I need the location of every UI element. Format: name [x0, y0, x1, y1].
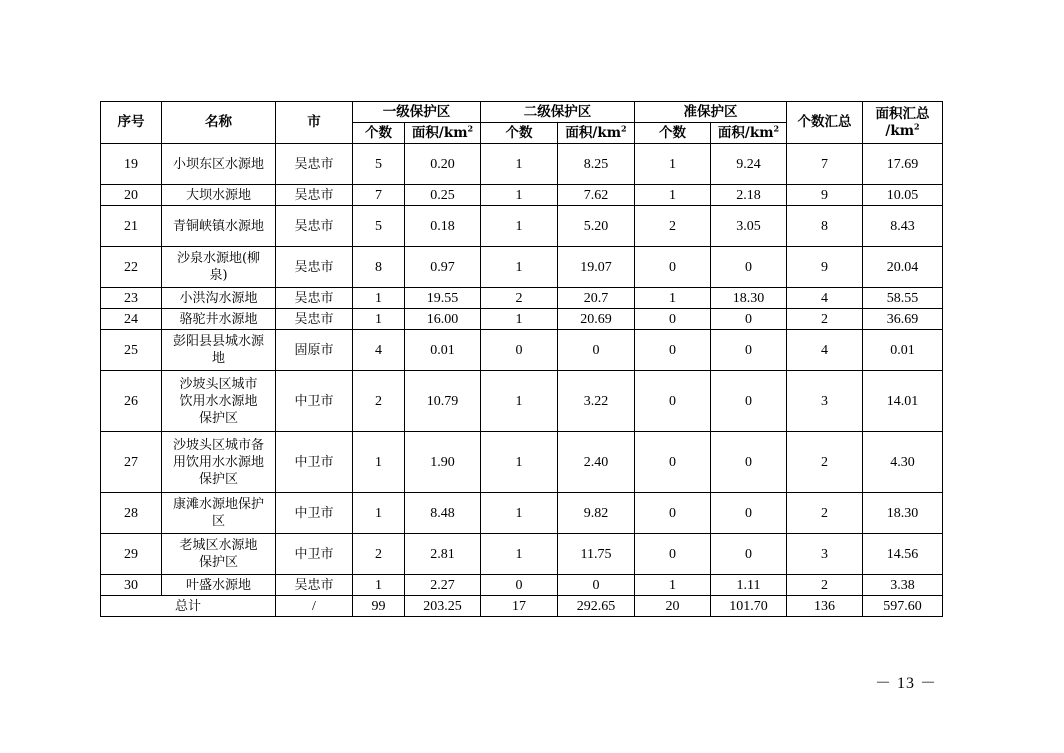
cell-at: 58.55: [863, 288, 943, 309]
cell-name: 彭阳县县城水源地: [162, 330, 276, 371]
total-city: /: [276, 596, 353, 617]
total-a2: 292.65: [558, 596, 635, 617]
cell-c1: 5: [353, 206, 405, 247]
cell-a2: 3.22: [558, 371, 635, 432]
cell-c3: 0: [635, 534, 711, 575]
cell-at: 14.01: [863, 371, 943, 432]
cell-ct: 4: [787, 288, 863, 309]
cell-c3: 1: [635, 575, 711, 596]
cell-ct: 2: [787, 432, 863, 493]
cell-c3: 2: [635, 206, 711, 247]
table-row: [101, 493, 943, 534]
cell-c1: 8: [353, 247, 405, 288]
cell-a1: 0.18: [405, 206, 481, 247]
cell-a3: 2.18: [711, 185, 787, 206]
cell-ct: 2: [787, 575, 863, 596]
cell-a3: 0: [711, 432, 787, 493]
table-row: [101, 330, 943, 371]
cell-city: 吴忠市: [276, 206, 353, 247]
cell-city: 中卫市: [276, 493, 353, 534]
cell-c3: 0: [635, 309, 711, 330]
cell-city: 中卫市: [276, 371, 353, 432]
cell-seq: 24: [101, 309, 162, 330]
cell-a2: 5.20: [558, 206, 635, 247]
cell-a3: 3.05: [711, 206, 787, 247]
total-row: [101, 596, 943, 617]
cell-seq: 20: [101, 185, 162, 206]
cell-c2: 1: [481, 493, 558, 534]
cell-a1: 19.55: [405, 288, 481, 309]
cell-seq: 28: [101, 493, 162, 534]
subheader-area-3: 面积$/km^2$: [711, 123, 787, 144]
cell-ct: 8: [787, 206, 863, 247]
cell-a3: 0: [711, 309, 787, 330]
total-ct: 136: [787, 596, 863, 617]
cell-a2: 2.40: [558, 432, 635, 493]
cell-ct: 3: [787, 371, 863, 432]
subheader-count-2: 个数: [481, 123, 558, 144]
cell-a3: 0: [711, 247, 787, 288]
cell-name: 小坝东区水源地: [162, 144, 276, 185]
cell-city: 吴忠市: [276, 309, 353, 330]
cell-ct: 9: [787, 247, 863, 288]
cell-name: 叶盛水源地: [162, 575, 276, 596]
cell-name: 康滩水源地保护区: [162, 493, 276, 534]
cell-a2: 7.62: [558, 185, 635, 206]
cell-c3: 1: [635, 288, 711, 309]
cell-a3: 18.30: [711, 288, 787, 309]
table-row: [101, 288, 943, 309]
cell-a3: 0: [711, 534, 787, 575]
cell-a3: 9.24: [711, 144, 787, 185]
cell-a1: 1.90: [405, 432, 481, 493]
cell-seq: 19: [101, 144, 162, 185]
cell-a1: 2.27: [405, 575, 481, 596]
cell-name: 沙坡头区城市饮用水水源地保护区: [162, 371, 276, 432]
cell-c2: 0: [481, 330, 558, 371]
cell-at: 20.04: [863, 247, 943, 288]
cell-city: 中卫市: [276, 432, 353, 493]
cell-c1: 5: [353, 144, 405, 185]
cell-c1: 1: [353, 309, 405, 330]
cell-at: 17.69: [863, 144, 943, 185]
cell-c2: 2: [481, 288, 558, 309]
subheader-area-2: 面积$/km^2$: [558, 123, 635, 144]
cell-a3: 0: [711, 330, 787, 371]
protection-area-table: [100, 101, 943, 617]
cell-ct: 7: [787, 144, 863, 185]
cell-name: 沙坡头区城市备用饮用水水源地保护区: [162, 432, 276, 493]
table-row: [101, 309, 943, 330]
cell-city: 中卫市: [276, 534, 353, 575]
total-c2: 17: [481, 596, 558, 617]
cell-c1: 2: [353, 371, 405, 432]
cell-name: 小洪沟水源地: [162, 288, 276, 309]
cell-at: 18.30: [863, 493, 943, 534]
cell-a2: 19.07: [558, 247, 635, 288]
cell-c2: 0: [481, 575, 558, 596]
cell-name: 骆驼井水源地: [162, 309, 276, 330]
cell-a1: 8.48: [405, 493, 481, 534]
cell-a1: 0.25: [405, 185, 481, 206]
subheader-count-1: 个数: [353, 123, 405, 144]
cell-ct: 3: [787, 534, 863, 575]
cell-a1: 16.00: [405, 309, 481, 330]
table-row: [101, 144, 943, 185]
cell-seq: 22: [101, 247, 162, 288]
total-c1: 99: [353, 596, 405, 617]
cell-a2: 11.75: [558, 534, 635, 575]
table-body: [101, 144, 943, 617]
cell-a1: 2.81: [405, 534, 481, 575]
cell-a1: 0.20: [405, 144, 481, 185]
cell-at: 0.01: [863, 330, 943, 371]
cell-name: 青铜峡镇水源地: [162, 206, 276, 247]
cell-ct: 9: [787, 185, 863, 206]
table-row: [101, 206, 943, 247]
cell-ct: 2: [787, 309, 863, 330]
cell-c1: 1: [353, 575, 405, 596]
cell-name: 沙泉水源地(柳泉): [162, 247, 276, 288]
cell-seq: 23: [101, 288, 162, 309]
total-label: 总计: [101, 596, 276, 617]
cell-a1: 10.79: [405, 371, 481, 432]
cell-at: 10.05: [863, 185, 943, 206]
cell-a3: 0: [711, 493, 787, 534]
cell-seq: 30: [101, 575, 162, 596]
table-row: [101, 371, 943, 432]
header-count-total: 个数汇总: [787, 102, 863, 144]
cell-a3: 0: [711, 371, 787, 432]
cell-city: 吴忠市: [276, 247, 353, 288]
cell-c2: 1: [481, 371, 558, 432]
cell-at: 4.30: [863, 432, 943, 493]
cell-c3: 0: [635, 432, 711, 493]
header-level2: 二级保护区: [481, 102, 635, 123]
cell-ct: 2: [787, 493, 863, 534]
cell-city: 吴忠市: [276, 288, 353, 309]
cell-c2: 1: [481, 144, 558, 185]
cell-c1: 7: [353, 185, 405, 206]
total-a1: 203.25: [405, 596, 481, 617]
header-quasi: 准保护区: [635, 102, 787, 123]
table-row: [101, 534, 943, 575]
cell-c1: 4: [353, 330, 405, 371]
cell-seq: 25: [101, 330, 162, 371]
cell-c1: 1: [353, 432, 405, 493]
cell-c2: 1: [481, 432, 558, 493]
cell-c1: 2: [353, 534, 405, 575]
cell-c3: 1: [635, 144, 711, 185]
cell-c3: 1: [635, 185, 711, 206]
cell-c2: 1: [481, 309, 558, 330]
subheader-count-3: 个数: [635, 123, 711, 144]
cell-seq: 26: [101, 371, 162, 432]
cell-city: 吴忠市: [276, 185, 353, 206]
subheader-area-1: 面积$/km^2$: [405, 123, 481, 144]
cell-a3: 1.11: [711, 575, 787, 596]
cell-at: 3.38: [863, 575, 943, 596]
cell-at: 36.69: [863, 309, 943, 330]
table-row: [101, 247, 943, 288]
cell-c3: 0: [635, 371, 711, 432]
cell-seq: 27: [101, 432, 162, 493]
cell-c2: 1: [481, 534, 558, 575]
cell-c1: 1: [353, 493, 405, 534]
table-row: [101, 575, 943, 596]
cell-a2: 0: [558, 575, 635, 596]
cell-a1: 0.97: [405, 247, 481, 288]
header-area-total-unit: $/km^2$: [885, 121, 920, 139]
cell-at: 8.43: [863, 206, 943, 247]
cell-c2: 1: [481, 185, 558, 206]
cell-a2: 9.82: [558, 493, 635, 534]
header-name: 名称: [162, 102, 276, 144]
cell-a2: 20.69: [558, 309, 635, 330]
cell-seq: 29: [101, 534, 162, 575]
cell-a2: 20.7: [558, 288, 635, 309]
cell-name: 大坝水源地: [162, 185, 276, 206]
cell-at: 14.56: [863, 534, 943, 575]
table-row: [101, 432, 943, 493]
header-city: 市: [276, 102, 353, 144]
cell-ct: 4: [787, 330, 863, 371]
cell-c1: 1: [353, 288, 405, 309]
header-row: [101, 102, 943, 123]
table-row: [101, 185, 943, 206]
cell-a2: 8.25: [558, 144, 635, 185]
cell-city: 吴忠市: [276, 144, 353, 185]
cell-seq: 21: [101, 206, 162, 247]
total-c3: 20: [635, 596, 711, 617]
cell-a2: 0: [558, 330, 635, 371]
header-area-total: [863, 102, 943, 144]
cell-city: 固原市: [276, 330, 353, 371]
cell-c3: 0: [635, 493, 711, 534]
cell-city: 吴忠市: [276, 575, 353, 596]
cell-c2: 1: [481, 247, 558, 288]
page-number: － 13 －: [875, 675, 938, 692]
header-area-total-label: 面积汇总: [875, 105, 930, 122]
cell-c3: 0: [635, 247, 711, 288]
cell-c2: 1: [481, 206, 558, 247]
total-a3: 101.70: [711, 596, 787, 617]
header-level1: 一级保护区: [353, 102, 481, 123]
cell-name: 老城区水源地保护区: [162, 534, 276, 575]
cell-a1: 0.01: [405, 330, 481, 371]
header-seq: 序号: [101, 102, 162, 144]
cell-c3: 0: [635, 330, 711, 371]
total-at: 597.60: [863, 596, 943, 617]
